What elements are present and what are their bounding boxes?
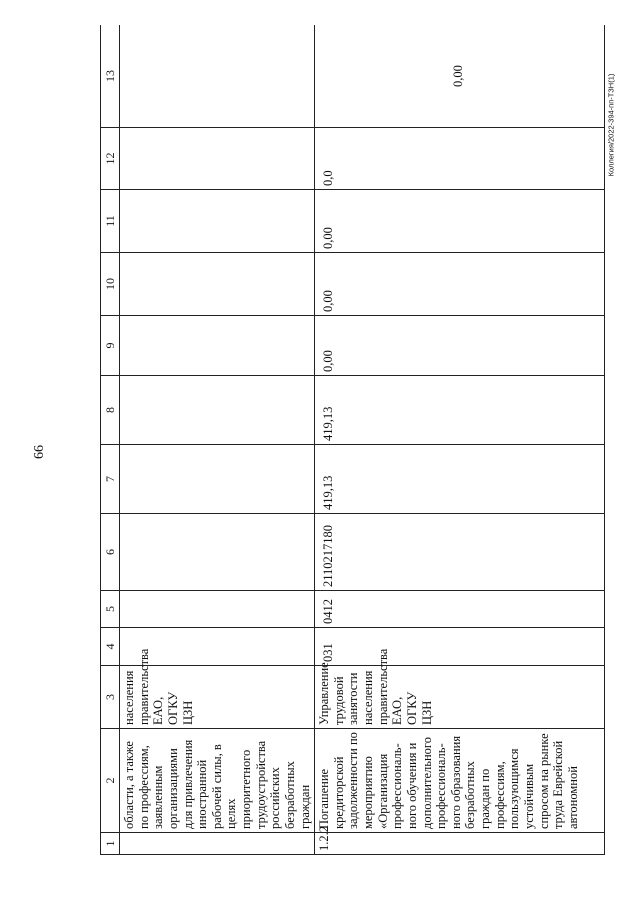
value-cell [120,376,315,445]
value-cell: 419,13 [315,376,605,445]
table-row [120,25,315,855]
value-cell [120,445,315,514]
value-cell [120,316,315,376]
column-number: 5 [101,591,120,628]
value-cell: 0,00 [315,190,605,253]
executor-cell: Управление трудовой занятости населения правительства ЕАО, ОГКУ ЦЗН [315,666,605,729]
column-number: 9 [101,316,120,376]
value-cell: 419,13 [315,445,605,514]
value-cell [120,253,315,316]
rotated-table-frame [100,25,605,855]
column-number: 8 [101,376,120,445]
document-code: Коллегия/2022-394-пп-ТЗН(1) [606,73,616,177]
column-number: 6 [101,514,120,591]
section-code-cell: 0412 [315,591,605,628]
column-number: 13 [101,25,120,128]
value-cell: 0,00 [315,316,605,376]
page-number: 66 [32,445,47,459]
column-number: 7 [101,445,120,514]
column-number: 12 [101,128,120,190]
column-number-row [101,25,120,855]
rotated-table-container [100,25,605,855]
value-cell [120,190,315,253]
item-number-cell [120,833,315,855]
measure-description-cell: Погашение кредиторской задолженности по мероприятию «Организация профессиональ-ного обучения и дополнительного профессиональ-ного образования безработных граждан по профессиям, пользующимся устойчивым спросом на рынке труда Еврейской автономной [315,729,605,833]
value-cell [120,128,315,190]
value-cell: 0,00 [315,25,605,128]
item-number-cell: 1.2.2 [315,833,605,855]
column-number: 1 [101,833,120,855]
measure-description-cell: области, а также по профессиям, заявленным организациями для привлечения иностранной рабочей силы, в целях приоритетного трудоустройства российских безработных граждан [120,729,315,833]
grbs-cell: 031 [315,628,605,666]
value-cell: 0,00 [315,253,605,316]
target-article-cell: 2110217180 [315,514,605,591]
column-number: 10 [101,253,120,316]
table-row [315,25,605,855]
column-number: 11 [101,190,120,253]
value-cell: 0,0 [315,128,605,190]
value-cell [120,25,315,128]
column-number: 4 [101,628,120,666]
section-code-cell [120,591,315,628]
budget-table [100,25,605,855]
column-number: 2 [101,729,120,833]
column-number: 3 [101,666,120,729]
target-article-cell [120,514,315,591]
executor-cell: населения правительства ЕАО, ОГКУ ЦЗН [120,666,315,729]
